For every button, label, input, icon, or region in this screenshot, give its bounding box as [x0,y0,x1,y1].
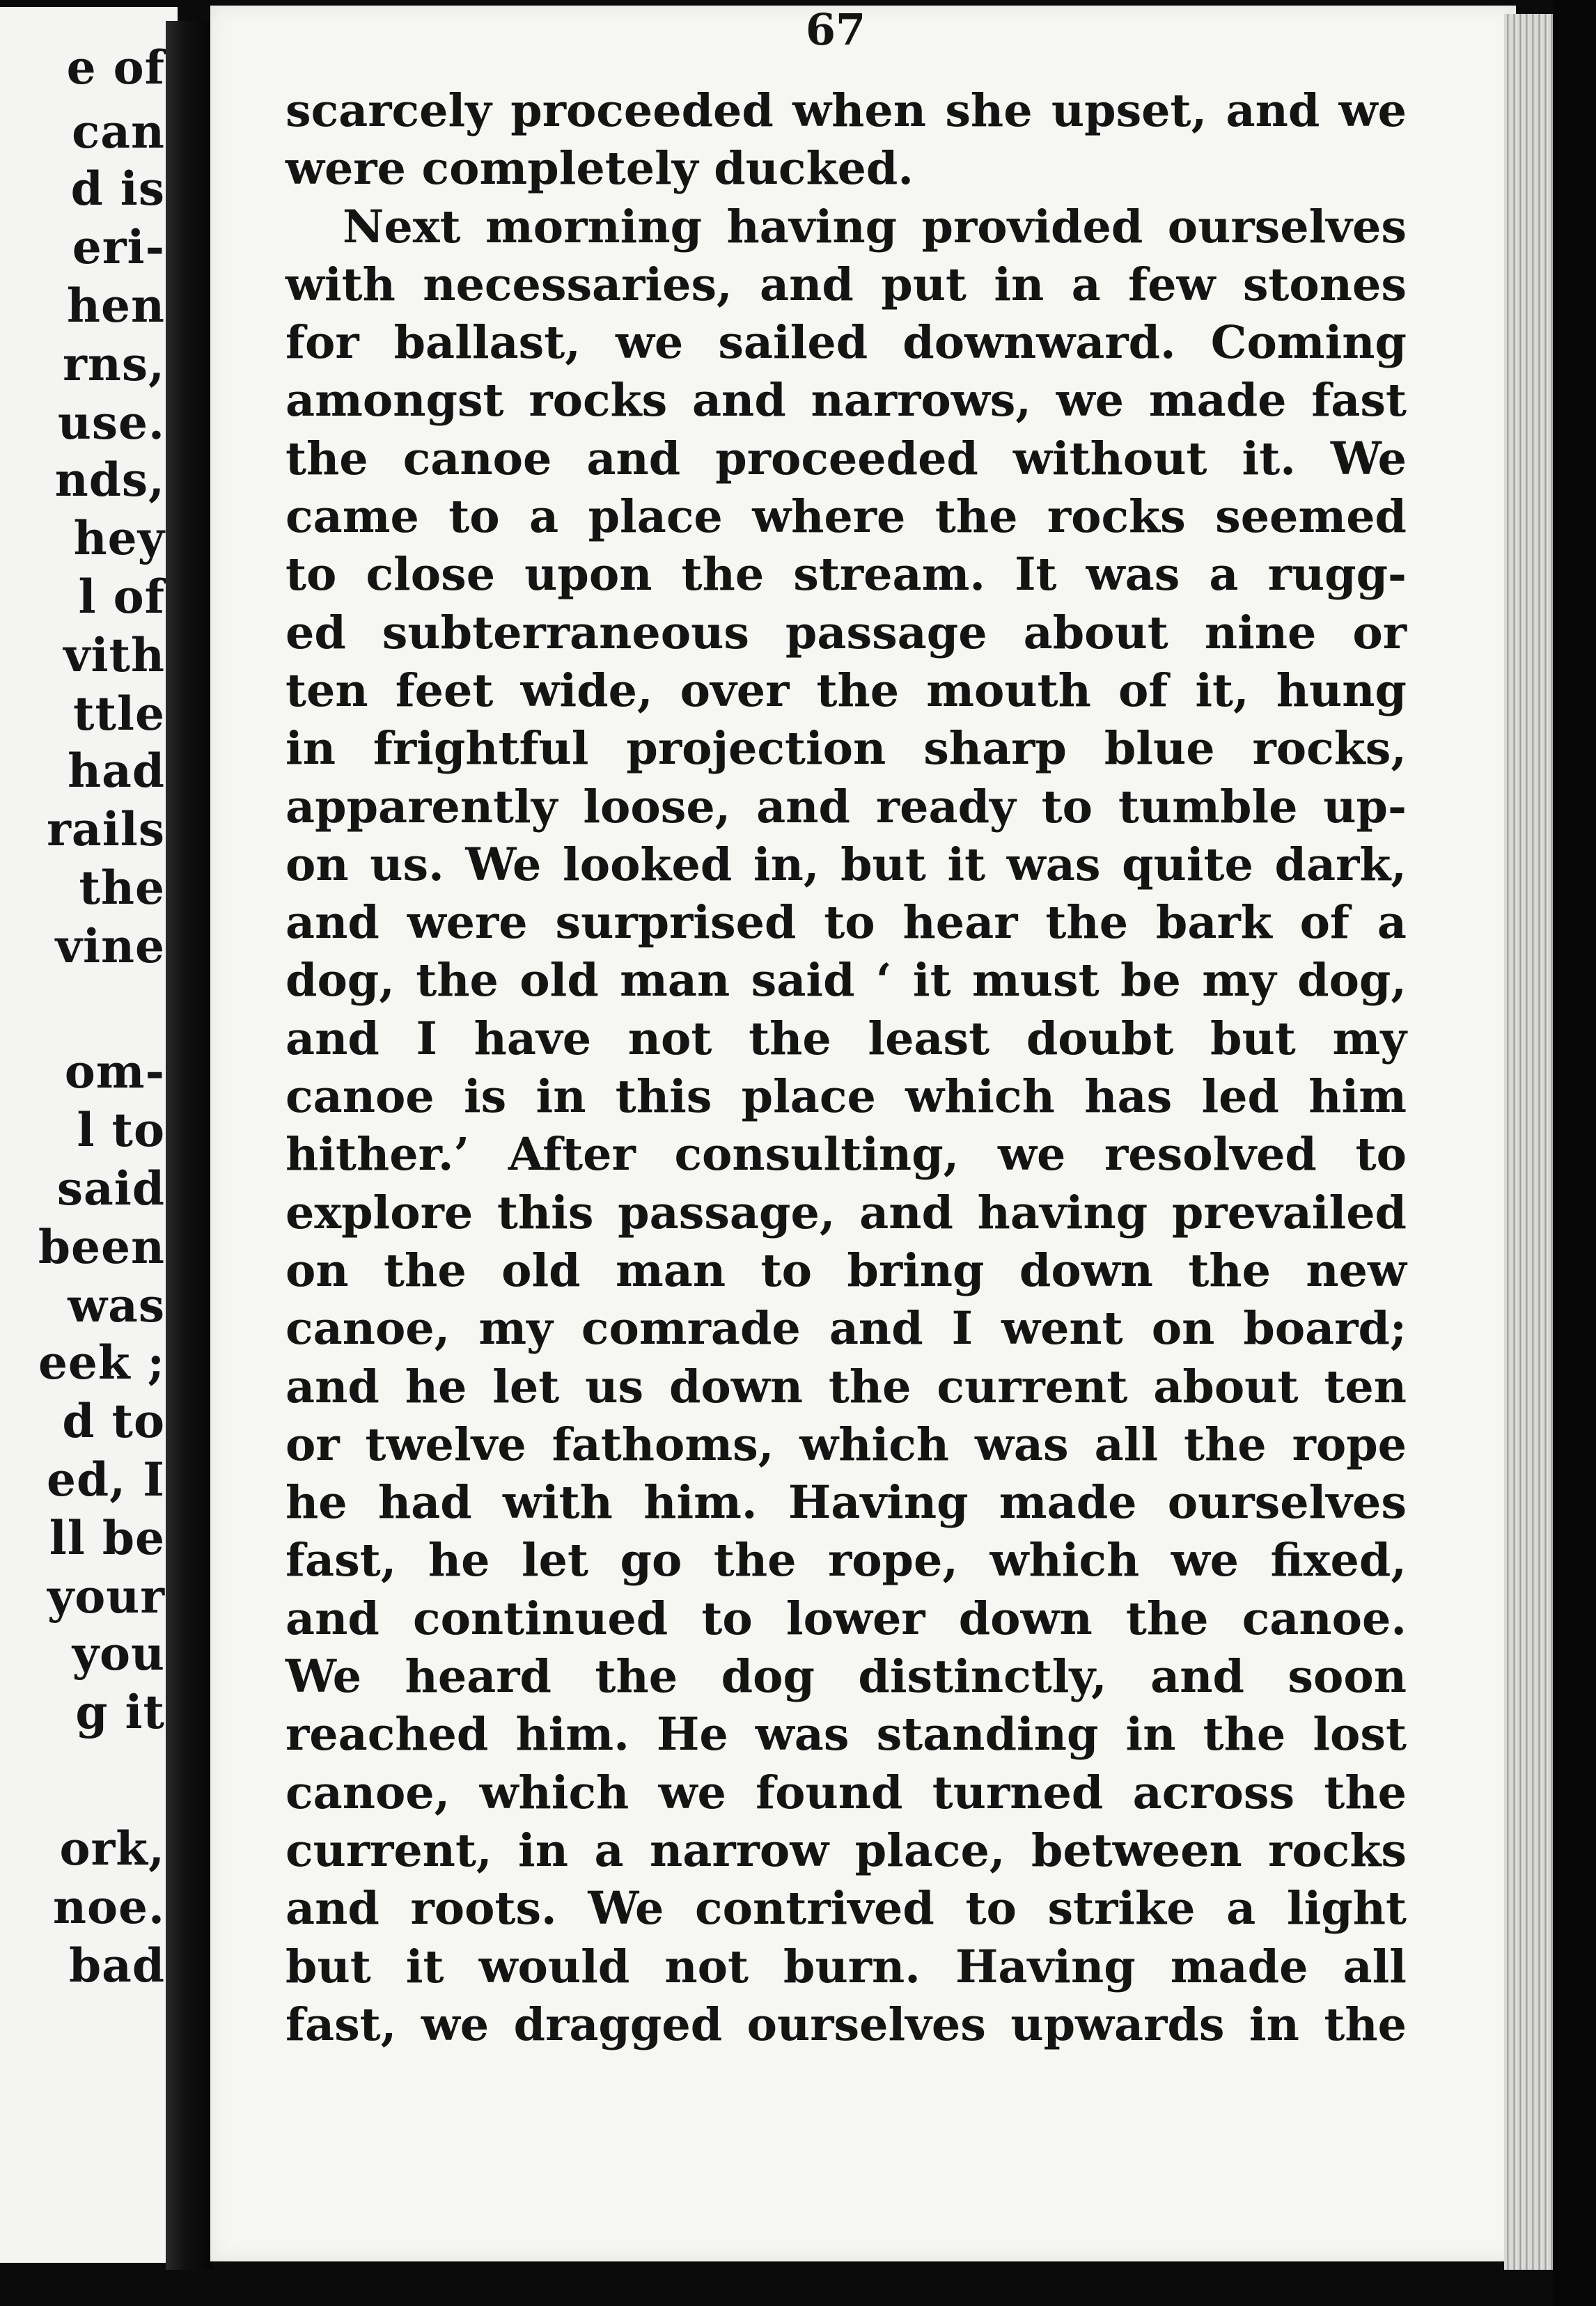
left-page-fragment: you [72,1626,165,1681]
left-page-fragment: vith [63,628,165,682]
left-page-fragment: rails [47,802,165,856]
left-page-fragment: your [47,1569,165,1624]
left-page-fragment: the [79,861,165,915]
left-page-fragment: been [38,1220,165,1274]
text-line: for ballast, we sailed downward. Coming [285,316,1407,370]
left-page-fragment: bad [68,1938,165,1993]
left-page-fragment: was [68,1278,165,1333]
text-line: and I have not the least doubt but my [285,1012,1407,1065]
text-line: and roots. We contrived to strike a light [285,1882,1407,1936]
text-line: but it would not burn. Having made all [285,1940,1407,1993]
left-page-fragment: ttle [72,687,165,741]
text-line: dog, the old man said ‘ it must be my dog, [285,954,1407,1007]
text-line: scarcely proceeded when she upset, and we [285,84,1407,137]
page-body-text [285,82,1407,2054]
text-line: apparently loose, and ready to tumble up- [285,780,1407,833]
left-page-fragment: can [72,104,165,159]
left-page-fragment: ork, [59,1821,165,1876]
text-line: Next morning having provided ourselves [343,200,1407,253]
left-page-fragment: ll be [49,1511,165,1565]
text-line: to close upon the stream. It was a rugg- [285,548,1407,602]
left-page-fragment: d is [70,162,165,216]
text-line: fast, we dragged ourselves upwards in the [285,1998,1407,2051]
text-line: in frightful projection sharp blue rocks, [285,722,1407,776]
page-edge-stack [1504,14,1553,2270]
text-line: with necessaries, and put in a few stones [285,258,1407,311]
left-page-fragment: om- [64,1044,165,1099]
text-line: were completely ducked. [285,142,914,196]
text-line: explore this passage, and having prevailed [285,1186,1407,1239]
left-page-fragment: ed, I [47,1452,165,1507]
text-line: reached him. He was standing in the lost [285,1708,1407,1762]
text-line: fast, he let go the rope, which we fixed, [285,1534,1407,1587]
text-line: on the old man to bring down the new [285,1244,1407,1297]
page-number: 67 [805,4,866,55]
left-page-fragment: eri- [72,220,165,274]
text-line: ten feet wide, over the mouth of it, hung [285,664,1407,717]
text-line: came to a place where the rocks seemed [285,490,1407,544]
left-page-fragment: e of [66,40,165,95]
left-page-fragment: l to [77,1103,165,1157]
text-line: canoe, which we found turned across the [285,1766,1407,1819]
left-page-fragment: said [56,1161,165,1216]
left-page-fragment: rns, [63,337,165,391]
book-gutter [166,21,213,2270]
text-line: the canoe and proceeded without it. We [285,432,1407,485]
text-line: We heard the dog distinctly, and soon [285,1650,1407,1704]
text-line: current, in a narrow place, between rocks [285,1823,1407,1877]
left-page-fragment: l of [78,570,165,624]
left-page-fragment: g it [75,1685,165,1739]
text-line: canoe, my comrade and I went on board; [285,1302,1407,1356]
left-page-fragment: hen [67,279,165,333]
text-line: ed subterraneous passage about nine or [285,606,1407,659]
text-line: canoe is in this place which has led him [285,1070,1407,1124]
left-page-fragment: d to [62,1394,165,1448]
text-line: or twelve fathoms, which was all the rope [285,1418,1407,1471]
left-page-fragment: nds, [54,453,165,507]
left-page-fragment: use. [57,395,165,450]
text-line: and continued to lower down the canoe. [285,1592,1407,1645]
text-line: and he let us down the current about ten [285,1360,1407,1413]
left-page-fragment: had [68,744,165,798]
left-page-fragment: eek ; [38,1335,165,1390]
text-line: on us. We looked in, but it was quite dark, [285,838,1407,891]
scan-border-right [1553,0,1596,2306]
text-line: amongst rocks and narrows, we made fast [285,374,1407,428]
left-page-fragment: noe. [53,1880,165,1934]
text-line: he had with him. Having made ourselves [285,1476,1407,1530]
left-page-fragment: vine [55,919,165,973]
left-page-fragment: hey [73,511,165,565]
facing-page-left [0,7,178,2263]
text-line: hither.’ After consulting, we resolved to [285,1128,1407,1182]
text-line: and were surprised to hear the bark of a [285,896,1407,950]
